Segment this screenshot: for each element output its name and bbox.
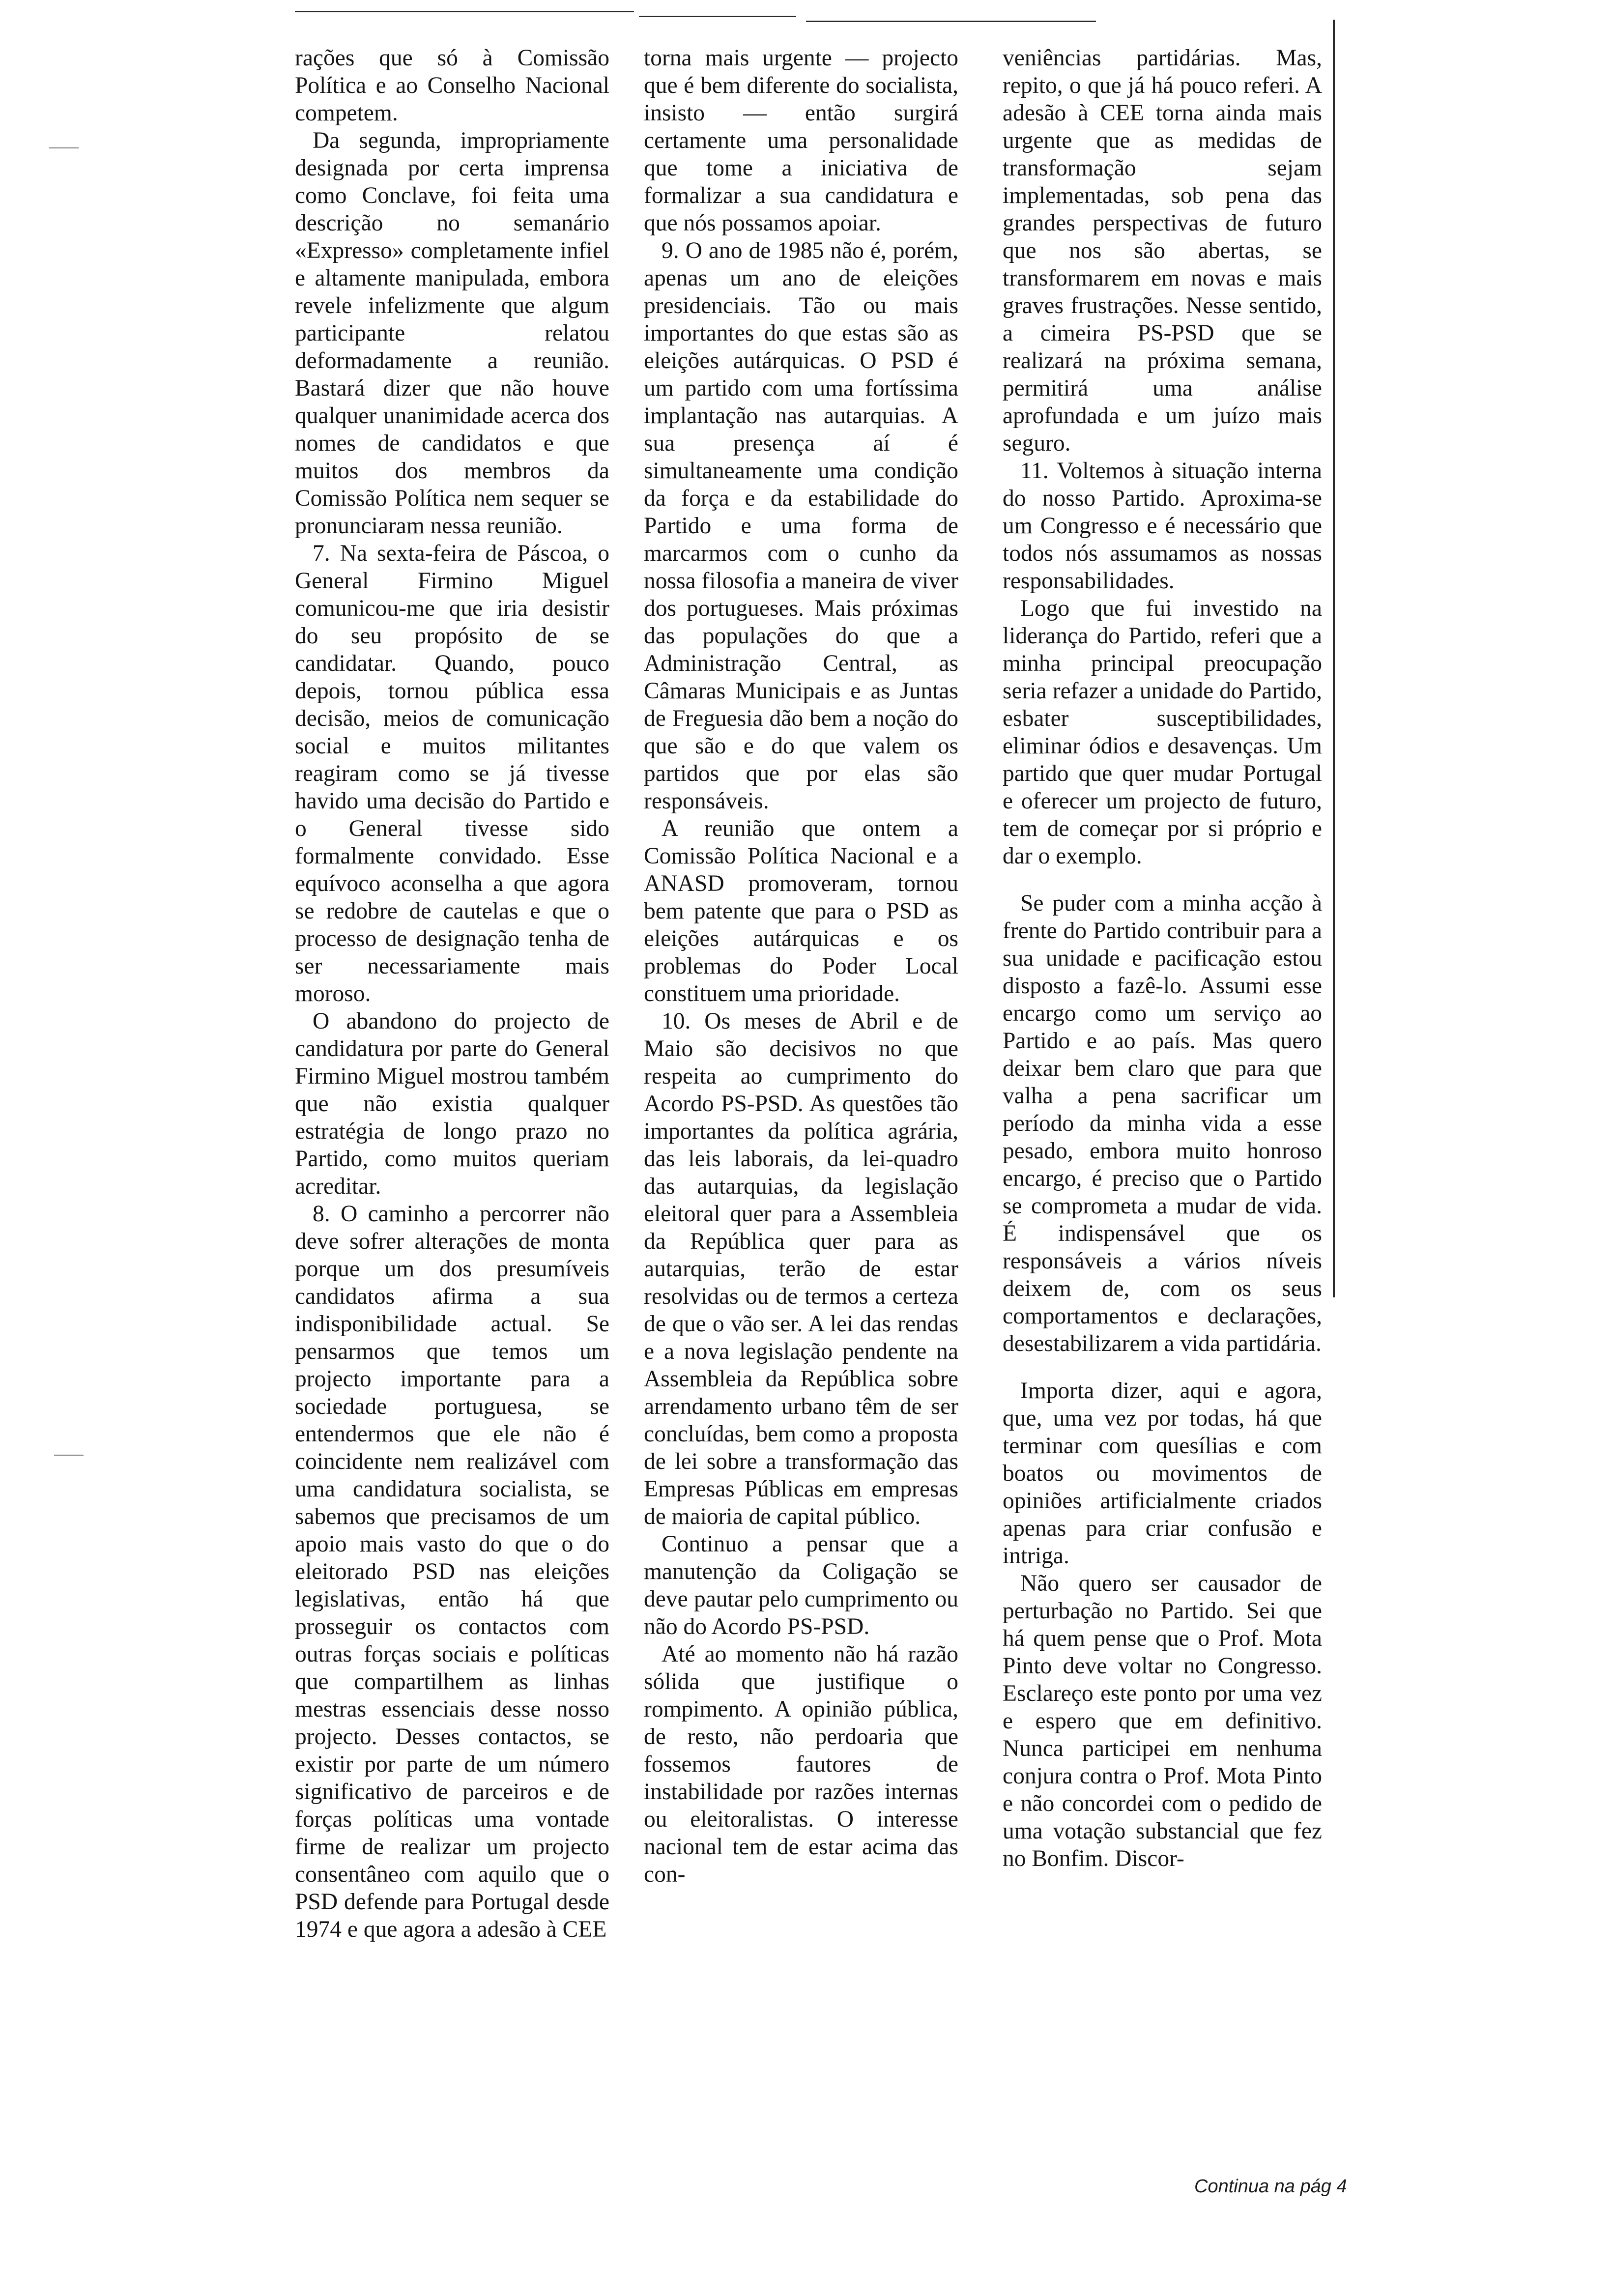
paragraph: Logo que fui investido na liderança do Partido, referi que a minha principal preocupação seria refazer a unidade do Partido, esbater susceptibilidades, eliminar ódios e desavenças. Um partido que quer mudar Portugal e oferecer um projecto de futuro, tem de começar por si próprio e dar o exemplo. [1003,596,1322,869]
top-rule-center [639,16,796,17]
paragraph: Até ao momento não há razão sólida que justifique o rompimento. A opinião pública, de resto, não perdoaria que fossemos fautores de instabilidade por razões internas ou eleitoralistas. O interesse nacional tem de estar acima das con- [644,1641,958,1887]
top-rule-left [295,11,634,12]
paragraph: 11. Voltemos à situação interna do nosso Partido. Aproxima-se um Congresso e é necessário que todos nós assumamos as nossas responsabilidades. [1003,458,1322,594]
margin-mark-bottom [54,1455,84,1456]
paragraph: O abandono do projecto de candidatura por parte do General Firmino Miguel mostrou também que não existia qualquer estratégia de longo prazo no Partido, como muitos queriam acreditar. [295,1008,609,1199]
article-column-2 [644,44,958,1888]
paragraph: Não quero ser causador de perturbação no Partido. Sei que há quem pense que o Prof. Mota Pinto deve voltar no Congresso. Esclareço este ponto por uma vez e espero que em definitivo. Nunca participei em nenhuma conjura contra o Prof. Mota Pinto e não concordei com o pedido de uma votação substancial que fez no Bonfim. Discor- [1003,1571,1322,1871]
paragraph: 8. O caminho a percorrer não deve sofrer alterações de monta porque um dos presumíveis candidatos afirma a sua indisponibilidade actual. Se pensarmos que temos um projecto importante para a sociedade portuguesa, se entendermos que ele não é coincidente nem realizável com uma candidatura socialista, se sabemos que precisamos de um apoio mais vasto do que o do eleitorado PSD nas eleições legislativas, então há que prosseguir os contactos com outras forças sociais e políticas que compartilhem as linhas mestras essenciais desse nosso projecto. Desses contactos, se existir por parte de um número significativo de parceiros e de forças políticas uma vontade firme de realizar um projecto consentâneo com aquilo que o PSD defende para Portugal desde 1974 e que agora a adesão à CEE [295,1201,609,1942]
paragraph: veniências partidárias. Mas, repito, o que já há pouco referi. A adesão à CEE torna ainda mais urgente que as medidas de transformação sejam implementadas, sob pena das grandes perspectivas de futuro que nos são abertas, se transformarem em novas e mais graves frustrações. Nesse sentido, a cimeira PS-PSD que se realizará na próxima semana, permitirá uma análise aprofundada e um juízo mais seguro. [1003,45,1322,456]
margin-mark-top [49,147,79,148]
column-rule-right [1333,20,1335,1297]
paragraph: Se puder com a minha acção à frente do Partido contribuir para a sua unidade e pacificação estou disposto a fazê-lo. Assumi esse encargo como um serviço ao Partido e ao país. Mas quero deixar bem claro que para que valha a pena sacrificar um período da minha vida a esse pesado, embora muito honroso encargo, é preciso que o Partido se comprometa a mudar de vida. É indispensável que os responsáveis a vários níveis deixem de, com os seus comportamentos e declarações, desestabilizarem a vida partidária. [1003,890,1322,1356]
article-column-1 [295,44,609,1943]
article-column-3 [1003,44,1322,1872]
paragraph: A reunião que ontem a Comissão Política Nacional e a ANASD promoveram, tornou bem patente que para o PSD as eleições autárquicas e os problemas do Poder Local constituem uma prioridade. [644,816,958,1006]
paragraph: torna mais urgente — projecto que é bem diferente do socialista, insisto — então surgirá certamente uma personalidade que tome a iniciativa de formalizar a sua candidatura e que nós possamos apoiar. [644,45,958,236]
paragraph: Importa dizer, aqui e agora, que, uma vez por todas, há que terminar com quesílias e com boatos ou movimentos de opiniões artificialmente criados apenas para criar confusão e intriga. [1003,1378,1322,1569]
continuation-note: Continua na pág 4 [1194,2176,1347,2197]
paragraph: 7. Na sexta-feira de Páscoa, o General Firmino Miguel comunicou-me que iria desistir do seu propósito de se candidatar. Quando, pouco depois, tornou pública essa decisão, meios de comunicação social e muitos militantes reagiram como se já tivesse havido uma decisão do Partido e o General tivesse sido formalmente convidado. Esse equívoco aconselha a que agora se redobre de cautelas e que o processo de designação tenha de ser necessariamente mais moroso. [295,541,609,1006]
paragraph: 9. O ano de 1985 não é, porém, apenas um ano de eleições presidenciais. Tão ou mais importantes do que estas são as eleições autárquicas. O PSD é um partido com uma fortíssima implantação nas autarquias. A sua presença aí é simultaneamente uma condição da força e da estabilidade do Partido e uma forma de marcarmos com o cunho da nossa filosofia a maneira de viver dos portugueses. Mais próximas das populações do que a Administração Central, as Câmaras Municipais e as Juntas de Freguesia dão bem a noção do que são e do que valem os partidos que por elas são responsáveis. [644,238,958,814]
top-rule-right [806,21,1096,22]
paragraph: Da segunda, impropriamente designada por certa imprensa como Conclave, foi feita uma descrição no semanário «Expresso» completamente infiel e altamente manipulada, embora revele infelizmente que algum participante relatou deformadamente a reunião. Bastará dizer que não houve qualquer unanimidade acerca dos nomes de candidatos e que muitos dos membros da Comissão Política nem sequer se pronunciaram nessa reunião. [295,128,609,539]
paragraph: 10. Os meses de Abril e de Maio são decisivos no que respeita ao cumprimento do Acordo PS-PSD. As questões tão importantes da política agrária, das leis laborais, da lei-quadro das autarquias, da legislação eleitoral quer para a Assembleia da República quer para as autarquias, terão de estar resolvidas ou de termos a certeza de que o vão ser. A lei das rendas e a nova legislação pendente na Assembleia da República sobre arrendamento urbano têm de ser concluídas, bem como a proposta de lei sobre a transformação das Empresas Públicas em empresas de maioria de capital público. [644,1008,958,1529]
paragraph: rações que só à Comissão Política e ao Conselho Nacional competem. [295,45,609,126]
paragraph: Continuo a pensar que a manutenção da Coligação se deve pautar pelo cumprimento ou não do Acordo PS-PSD. [644,1531,958,1639]
